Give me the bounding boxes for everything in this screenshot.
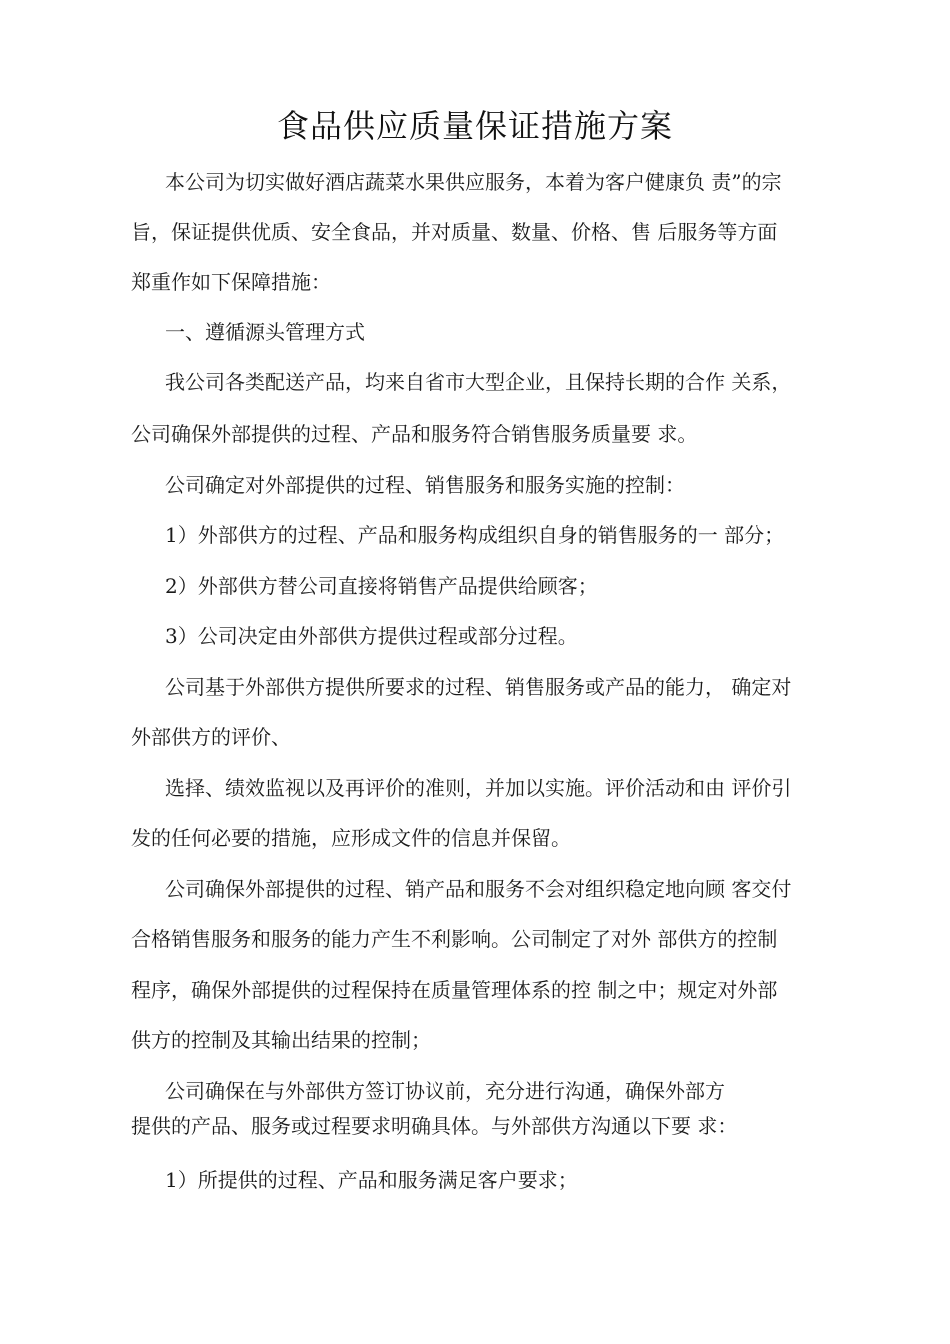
list-item: 1）所提供的过程、产品和服务满足客户要求； xyxy=(165,1168,578,1192)
paragraph-line: 公司基于外部供方提供所要求的过程、销售服务或产品的能力， 确定对 xyxy=(165,675,792,699)
paragraph-line: 选择、绩效监视以及再评价的准则，并加以实施。评价活动和由 评价引 xyxy=(165,776,792,800)
paragraph-line: 公司确定对外部提供的过程、销售服务和服务实施的控制： xyxy=(165,473,685,497)
section-heading: 一、遵循源头管理方式 xyxy=(165,320,365,344)
paragraph-line: 提供的产品、服务或过程要求明确具体。与外部供方沟通以下要 求： xyxy=(131,1114,738,1138)
paragraph-line: 本公司为切实做好酒店蔬菜水果供应服务，本着为客户健康负 责”的宗 xyxy=(165,170,782,194)
paragraph-line: 发的任何必要的措施，应形成文件的信息并保留。 xyxy=(131,826,571,850)
paragraph-line: 公司确保外部提供的过程、产品和服务符合销售服务质量要 求。 xyxy=(131,422,698,446)
paragraph-line: 合格销售服务和服务的能力产生不利影响。公司制定了对外 部供方的控制 xyxy=(131,927,778,951)
paragraph-line: 郑重作如下保障措施： xyxy=(131,270,331,294)
paragraph-line: 外部供方的评价、 xyxy=(131,725,291,749)
document-title: 食品供应质量保证措施方案 xyxy=(276,107,673,145)
list-item: 3）公司决定由外部供方提供过程或部分过程。 xyxy=(165,624,578,648)
paragraph-line: 我公司各类配送产品，均来自省市大型企业，且保持长期的合作 关系， xyxy=(165,370,792,394)
paragraph-line: 公司确保在与外部供方签订协议前，充分进行沟通，确保外部方 xyxy=(165,1079,725,1103)
paragraph-line: 程序，确保外部提供的过程保持在质量管理体系的控 制之中；规定对外部 xyxy=(131,978,778,1002)
paragraph-line: 旨，保证提供优质、安全食品，并对质量、数量、价格、售 后服务等方面 xyxy=(131,220,778,244)
list-item: 2）外部供方替公司直接将销售产品提供给顾客； xyxy=(165,574,598,598)
paragraph-line: 公司确保外部提供的过程、销产品和服务不会对组织稳定地向顾 客交付 xyxy=(165,877,792,901)
list-item: 1）外部供方的过程、产品和服务构成组织自身的销售服务的一 部分； xyxy=(165,523,785,547)
paragraph-line: 供方的控制及其输出结果的控制； xyxy=(131,1028,431,1052)
